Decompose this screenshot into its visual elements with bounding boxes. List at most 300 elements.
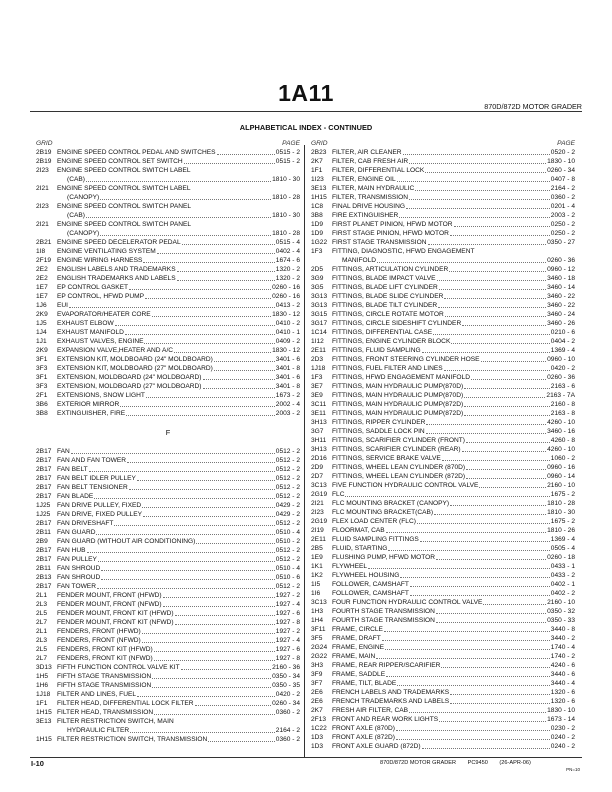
- index-entry: [311, 175, 575, 184]
- index-entry: [311, 301, 575, 310]
- entry-text: FITTINGS, SADDLE LOCK PIN: [332, 428, 425, 435]
- grid-ref: 2I23: [36, 203, 49, 210]
- index-entry: [311, 697, 575, 706]
- dot-leader: [385, 643, 550, 650]
- entry-text: FAN DRIVE PULLEY, FIXED: [57, 502, 142, 509]
- page-ref: 0510 - 6: [275, 574, 300, 581]
- grid-ref: 2G24: [311, 644, 328, 651]
- dot-leader: [409, 157, 546, 164]
- grid-ref: 1F1: [36, 700, 48, 707]
- page-ref: 0515 - 2: [275, 149, 300, 156]
- dot-leader: [114, 519, 274, 526]
- page-ref: 3440 - 2: [550, 635, 575, 642]
- index-entry: [36, 409, 300, 418]
- page-ref: 0250 - 2: [550, 221, 575, 228]
- dot-leader: [87, 546, 275, 553]
- grid-ref: 2I21: [311, 500, 324, 507]
- entry-text: EXHAUST ELBOW: [57, 320, 114, 327]
- entry-text: FENDER MOUNT, FRONT KIT (HFWD): [57, 610, 174, 617]
- grid-ref: 1E9: [311, 554, 323, 561]
- grid-ref: [36, 211, 57, 220]
- dot-leader: [464, 391, 545, 398]
- dot-leader: [345, 490, 549, 497]
- grid-ref: 2L1: [36, 592, 48, 599]
- page-ref: 3401 - 6: [275, 356, 300, 363]
- page-ref: 1810 - 28: [547, 500, 575, 507]
- entry-text: FAN SHROUD: [57, 565, 101, 572]
- grid-ref: 2B17: [36, 547, 52, 554]
- index-entry: [36, 708, 300, 717]
- page-ref: 0512 - 2: [275, 466, 300, 473]
- page-ref: 0260 - 18: [547, 554, 575, 561]
- entry-text: FITTINGS, MAIN HYDRAULIC PUMP(872D): [332, 410, 464, 417]
- entry-text: EXTENSIONS, SNOW LIGHT: [57, 392, 145, 399]
- dot-leader: [177, 265, 275, 272]
- entry-text: FENDER MOUNT, FRONT (NFWD): [57, 601, 162, 608]
- entry-text: FIFTH STAGE TRANSMISSION: [57, 682, 152, 689]
- page-ref: 0260 - 34: [547, 167, 575, 174]
- entry-text: FLC MOUNTING BRACKET(CAB): [332, 509, 434, 516]
- grid-ref: 2E6: [311, 698, 323, 705]
- page-ref: 1675 - 2: [550, 518, 575, 525]
- grid-ref: 2I21: [36, 221, 49, 228]
- index-entry: [311, 652, 575, 661]
- page-ref: 0510 - 2: [275, 538, 300, 545]
- dot-leader: [444, 292, 546, 299]
- dot-leader: [449, 265, 546, 272]
- page-ref: 1927 - 2: [275, 628, 300, 635]
- index-entry: [36, 166, 300, 175]
- page-ref: 0350 - 33: [547, 617, 575, 624]
- dot-leader: [481, 355, 547, 362]
- grid-header: GRID: [311, 140, 328, 147]
- dot-leader: [436, 616, 546, 623]
- footer-info: [380, 760, 541, 766]
- entry-text: FRAME, TILT, BLADE: [332, 680, 397, 687]
- page-ref: 0350 - 27: [547, 239, 575, 246]
- index-entry: [36, 600, 300, 609]
- dot-leader: [175, 609, 275, 616]
- index-entry: [311, 490, 575, 499]
- grid-ref: 3E13: [311, 185, 327, 192]
- index-entry: [36, 564, 300, 573]
- entry-text: FRAME, ENGINE: [332, 644, 385, 651]
- entry-text: FRONT AXLE GUARD (872D): [332, 743, 421, 750]
- index-entry: [311, 319, 575, 328]
- grid-ref: 1F1: [311, 167, 323, 174]
- index-entry: [311, 229, 575, 238]
- index-entry: [311, 166, 575, 175]
- grid-ref: [36, 193, 57, 202]
- entry-text: FRESH AIR FILTER, CAB: [332, 707, 409, 714]
- entry-text: EXPANSION VALVE,HEATER AND A/C: [57, 347, 174, 354]
- entry-text: FLYWHEEL: [332, 563, 368, 570]
- grid-ref: 1H15: [311, 194, 327, 201]
- page-ref: 0350 - 32: [547, 608, 575, 615]
- dot-leader: [450, 499, 546, 506]
- index-entry: [311, 418, 575, 427]
- dot-leader: [425, 166, 546, 173]
- page-ref: 1320 - 2: [275, 275, 300, 282]
- page-ref: 3401 - 8: [275, 383, 300, 390]
- dot-leader: [464, 409, 550, 416]
- index-entry: [311, 715, 575, 724]
- grid-ref: 1H3: [311, 608, 324, 615]
- dot-leader: [422, 742, 550, 749]
- entry-text: FILTER AND LINES, FUEL: [57, 691, 137, 698]
- dot-leader: [396, 733, 550, 740]
- grid-ref: 2B17: [36, 520, 52, 527]
- index-entry: [311, 364, 575, 373]
- entry-text: FITTINGS, SCARIFIER CYLINDER (FRONT): [332, 437, 465, 444]
- index-entry-continuation: [36, 211, 300, 220]
- entry-text: FLYWHEEL HOUSING: [332, 572, 400, 579]
- grid-ref: 1C22: [311, 725, 327, 732]
- grid-ref: 1E7: [36, 284, 48, 291]
- dot-leader: [417, 517, 550, 524]
- page-ref: 0230 - 2: [550, 725, 575, 732]
- entry-text: FIFTH STAGE TRANSMISSION: [57, 673, 152, 680]
- index-entry: [311, 283, 575, 292]
- page-ref: 1830 - 12: [272, 347, 300, 354]
- dot-leader: [174, 346, 271, 353]
- entry-text: FILTER, CAB FRESH AIR: [332, 158, 409, 165]
- dot-leader: [377, 256, 546, 263]
- entry-text: FIVE FUNCTION HYDRAULIC CONTROL VALVE: [332, 482, 479, 489]
- dot-leader: [94, 492, 275, 499]
- index-entry: [311, 292, 575, 301]
- entry-text: FILTER, ENGINE OIL: [332, 176, 396, 183]
- dot-leader: [142, 636, 275, 643]
- entry-text: EXTERIOR MIRROR: [57, 401, 120, 408]
- entry-text: FRENCH TRADEMARKS AND LABELS: [332, 698, 450, 705]
- entry-text: FILTER, DIFFERENTIAL LOCK: [332, 167, 425, 174]
- index-entry: [36, 337, 300, 346]
- index-entry: [36, 346, 300, 355]
- index-entry: [36, 663, 300, 672]
- entry-text: FITTINGS, RIPPER CYLINDER: [332, 419, 426, 426]
- index-entry: [36, 220, 300, 229]
- grid-ref: 2F1: [36, 392, 48, 399]
- page-ref: 0429 - 2: [275, 511, 300, 518]
- dot-leader: [125, 328, 275, 335]
- grid-ref: 2L7: [36, 619, 48, 626]
- entry-text: FILTER, MAIN HYDRAULIC: [332, 185, 415, 192]
- grid-ref: 3C11: [311, 401, 327, 408]
- dot-leader: [126, 409, 275, 416]
- dot-leader: [98, 555, 275, 562]
- dot-leader: [386, 670, 550, 677]
- page-ref: 2003 - 2: [275, 410, 300, 417]
- grid-ref: 3E11: [311, 410, 326, 417]
- entry-text: FRAME, REAR RIPPER/SCARIFIER: [332, 662, 441, 669]
- grid-ref: 1I8: [36, 248, 46, 255]
- entry-text: MANIFOLD: [342, 257, 377, 264]
- page-ref: 2163 - 7A: [546, 392, 575, 399]
- grid-ref: 2G19: [311, 491, 328, 498]
- grid-ref: 3G13: [311, 293, 328, 300]
- dot-leader: [97, 582, 275, 589]
- page-ref: 0260 - 34: [272, 700, 300, 707]
- dot-leader: [415, 184, 549, 191]
- grid-ref: 1F3: [311, 374, 323, 381]
- entry-text: FILTER, AIR CLEANER: [332, 149, 402, 156]
- grid-ref: 1D3: [311, 743, 324, 750]
- entry-text: FIFTH FUNCTION CONTROL VALVE KIT: [57, 664, 180, 671]
- index-entry: [36, 717, 300, 726]
- entry-text: FIRST PLANET PINION, HFWD MOTOR: [332, 221, 453, 228]
- dot-leader: [479, 481, 546, 488]
- index-entry: [311, 355, 575, 364]
- page-title: 1A11: [278, 80, 334, 106]
- grid-ref: 2B5: [311, 545, 323, 552]
- entry-text: FOURTH STAGE TRANSMISSION: [332, 608, 435, 615]
- dot-leader: [439, 715, 546, 722]
- page-ref: 2160 - 10: [547, 482, 575, 489]
- dot-leader: [403, 148, 550, 155]
- index-entry: [36, 681, 300, 690]
- index-entry: [36, 636, 300, 645]
- entry-text: FITTINGS, ENGINE CYLINDER BLOCK: [332, 338, 451, 345]
- index-entry: [36, 328, 300, 337]
- index-entry: [311, 346, 575, 355]
- grid-ref: 2B9: [36, 538, 48, 545]
- dot-leader: [177, 274, 275, 281]
- index-entry: [36, 546, 300, 555]
- index-entry: [36, 301, 300, 310]
- dot-leader: [462, 445, 547, 452]
- entry-text: (CANOPY): [67, 194, 100, 201]
- grid-ref: 3F3: [36, 365, 48, 372]
- entry-text: FIRST STAGE PINION, HFWD MOTOR: [332, 230, 449, 237]
- grid-ref: 1G22: [311, 239, 328, 246]
- dot-leader: [466, 436, 550, 443]
- entry-text: ENGLISH LABELS AND TRADEMARKS: [57, 266, 176, 273]
- dot-leader: [451, 337, 549, 344]
- page-ref: 2003 - 2: [550, 212, 575, 219]
- grid-ref: 1F3: [311, 248, 323, 255]
- dot-leader: [203, 373, 275, 380]
- entry-text: FLUSHING PUMP, HFWD MOTOR: [332, 554, 436, 561]
- index-entry: [36, 202, 300, 211]
- index-entry: [311, 238, 575, 247]
- index-entry: [311, 247, 575, 256]
- grid-ref: 2B11: [36, 529, 51, 536]
- dot-leader: [214, 355, 275, 362]
- entry-text: ENGINE VENTILATING SYSTEM: [57, 248, 156, 255]
- entry-text: FENDER MOUNT, FRONT KIT (NFWD): [57, 619, 174, 626]
- index-entry: [36, 591, 300, 600]
- grid-ref: 3F7: [311, 680, 323, 687]
- page-ref: 1320 - 6: [550, 689, 575, 696]
- section-title: ALPHABETICAL INDEX - CONTINUED: [239, 123, 373, 132]
- grid-ref: 2B17: [36, 466, 52, 473]
- entry-text: ENGINE SPEED CONTROL SWITCH PANEL: [57, 221, 192, 228]
- grid-ref: 2B17: [36, 583, 52, 590]
- page-ref: 3440 - 6: [550, 671, 575, 678]
- index-entry: [311, 517, 575, 526]
- index-entry: [36, 474, 300, 483]
- entry-text: FITTINGS, DIFFERENTIAL CASE: [332, 329, 433, 336]
- page-ref: 1369 - 4: [550, 347, 575, 354]
- entry-text: FENDERS, FRONT (HFWD): [57, 628, 141, 635]
- entry-text: FITTINGS, MAIN HYDRAULIC PUMP(870D): [332, 383, 464, 390]
- grid-ref: 3H11: [311, 437, 327, 444]
- dot-leader: [438, 301, 546, 308]
- dot-leader: [444, 364, 550, 371]
- entry-text: (CAB): [67, 176, 85, 183]
- dot-leader: [143, 256, 274, 263]
- dot-leader: [433, 328, 550, 335]
- entry-text: FITTINGS, BLADE LIFT CYLINDER: [332, 284, 438, 291]
- dot-leader: [376, 652, 550, 659]
- index-entry: [311, 382, 575, 391]
- dot-leader: [442, 454, 550, 461]
- grid-ref: [311, 256, 332, 265]
- page-ref: 2164 - 2: [550, 185, 575, 192]
- entry-text: EXHAUST MANIFOLD: [57, 329, 124, 336]
- entry-text: FRAME, DRAFT: [332, 635, 381, 642]
- grid-ref: 1H15: [36, 736, 52, 743]
- grid-ref: 2B11: [36, 565, 51, 572]
- grid-ref: 1J4: [36, 329, 47, 336]
- index-entry: [36, 690, 300, 699]
- page-ref: 0410 - 1: [275, 329, 300, 336]
- column-divider: [304, 145, 305, 758]
- page-ref: 1927 - 2: [275, 592, 300, 599]
- page-ref: 0201 - 4: [550, 203, 575, 210]
- entry-text: FAN SHROUD: [57, 574, 101, 581]
- page-ref: 2163 - 6: [550, 383, 575, 390]
- dot-leader: [406, 202, 550, 209]
- entry-text: EUI: [57, 302, 68, 309]
- dot-leader: [127, 456, 275, 463]
- index-entry: [311, 580, 575, 589]
- index-entry: [36, 373, 300, 382]
- page-ref: 0420 - 2: [275, 691, 300, 698]
- page-ref: 1810 - 26: [547, 527, 575, 534]
- page-ref: 1927 - 8: [275, 619, 300, 626]
- entry-text: EXTENSION KIT, MOLDBOARD (24" MOLDBOARD): [57, 356, 213, 363]
- dot-leader: [426, 427, 546, 434]
- page-ref: 0260 - 36: [547, 257, 575, 264]
- grid-ref: 3C13: [311, 599, 327, 606]
- grid-ref: 3F5: [311, 635, 323, 642]
- page-ref: 0505 - 4: [550, 545, 575, 552]
- index-entry: [311, 706, 575, 715]
- entry-text: FILTER HEAD, DIFFERENTIAL LOCK FILTER: [57, 700, 194, 707]
- grid-ref: 3D13: [36, 664, 52, 671]
- page-ref: 0360 - 2: [275, 709, 300, 716]
- index-entry: [36, 355, 300, 364]
- page-ref: 1830 - 10: [547, 707, 575, 714]
- index-entry: [311, 436, 575, 445]
- dot-leader: [420, 535, 550, 542]
- dot-leader: [410, 580, 550, 587]
- entry-text: ENGINE WIRING HARNESS: [57, 257, 143, 264]
- grid-ref: 2B17: [36, 556, 52, 563]
- page-ref: 0402 - 1: [550, 581, 575, 588]
- grid-ref: 1J25: [36, 511, 51, 518]
- entry-text: FAN TOWER: [57, 583, 96, 590]
- index-entry: [311, 661, 575, 670]
- entry-text: EXTINGUISHER, FIRE: [57, 410, 126, 417]
- entry-text: FENDERS, FRONT KIT (NFWD): [57, 655, 153, 662]
- entry-text: EP CONTROL GASKET: [57, 284, 129, 291]
- page-ref: 0433 - 2: [550, 572, 575, 579]
- grid-ref: 1I5: [311, 581, 321, 588]
- dot-leader: [195, 699, 272, 706]
- index-entry: [311, 535, 575, 544]
- grid-ref: 3G5: [311, 284, 324, 291]
- index-entry: [36, 510, 300, 519]
- index-entry: [311, 508, 575, 517]
- page-ref: 1927 - 4: [275, 637, 300, 644]
- dot-leader: [146, 391, 275, 398]
- entry-text: FOURTH STAGE TRANSMISSION: [332, 617, 435, 624]
- dot-leader: [384, 625, 550, 632]
- page-ref: 0512 - 2: [275, 493, 300, 500]
- index-entry-continuation: [36, 726, 300, 735]
- entry-text: FOUR FUNCTION HYDRAULIC CONTROL VALVE: [332, 599, 483, 606]
- index-entry: [36, 274, 300, 283]
- index-entry: [311, 526, 575, 535]
- index-entry: [36, 492, 300, 501]
- page-ref: 0260 - 36: [547, 374, 575, 381]
- page-ref: 1830 - 12: [272, 311, 300, 318]
- dot-leader: [454, 220, 550, 227]
- entry-text: ENGINE SPEED CONTROL SWITCH LABEL: [57, 185, 191, 192]
- page-ref: 3460 - 24: [547, 311, 575, 318]
- entry-text: FAN DRIVESHAFT: [57, 520, 114, 527]
- dot-leader: [143, 510, 275, 517]
- page-ref: 0260 - 16: [272, 293, 300, 300]
- page-ref: 1369 - 4: [550, 536, 575, 543]
- grid-ref: 3F11: [311, 626, 326, 633]
- page-ref: 0402 - 2: [550, 590, 575, 597]
- entry-text: FILTER RESTRICTION SWITCH, TRANSMISSION: [57, 736, 208, 743]
- dot-leader: [450, 697, 550, 704]
- index-entry: [36, 310, 300, 319]
- entry-text: FAN BELT TENSIONER: [57, 484, 128, 491]
- page-ref: 1320 - 2: [275, 266, 300, 273]
- entry-text: FITTINGS, CIRCLE ROTATE MOTOR: [332, 311, 444, 318]
- index-entry: [36, 483, 300, 492]
- page-ref: 0512 - 2: [275, 448, 300, 455]
- dot-leader: [464, 382, 550, 389]
- page-ref: 0404 - 2: [550, 338, 575, 345]
- page-ref: 0512 - 2: [275, 583, 300, 590]
- page-ref: 0210 - 6: [550, 329, 575, 336]
- index-entry: [36, 256, 300, 265]
- page-ref: 1830 - 10: [547, 158, 575, 165]
- page-ref: 0512 - 2: [275, 457, 300, 464]
- grid-ref: 1H15: [36, 709, 52, 716]
- entry-text: FRENCH LABELS AND TRADEMARKS: [332, 689, 450, 696]
- dot-leader: [154, 645, 275, 652]
- dot-leader: [428, 238, 547, 245]
- index-entry: [36, 501, 300, 510]
- page-ref: 3460 - 18: [547, 275, 575, 282]
- page-ref: 1740 - 2: [550, 653, 575, 660]
- grid-ref: 2K9: [36, 347, 48, 354]
- index-entry: [311, 454, 575, 463]
- page-ref: 0409 - 2: [275, 338, 300, 345]
- page-ref: 0960 - 14: [547, 473, 575, 480]
- index-entry: [36, 465, 300, 474]
- dot-leader: [129, 483, 275, 490]
- page-ref: 0512 - 2: [275, 475, 300, 482]
